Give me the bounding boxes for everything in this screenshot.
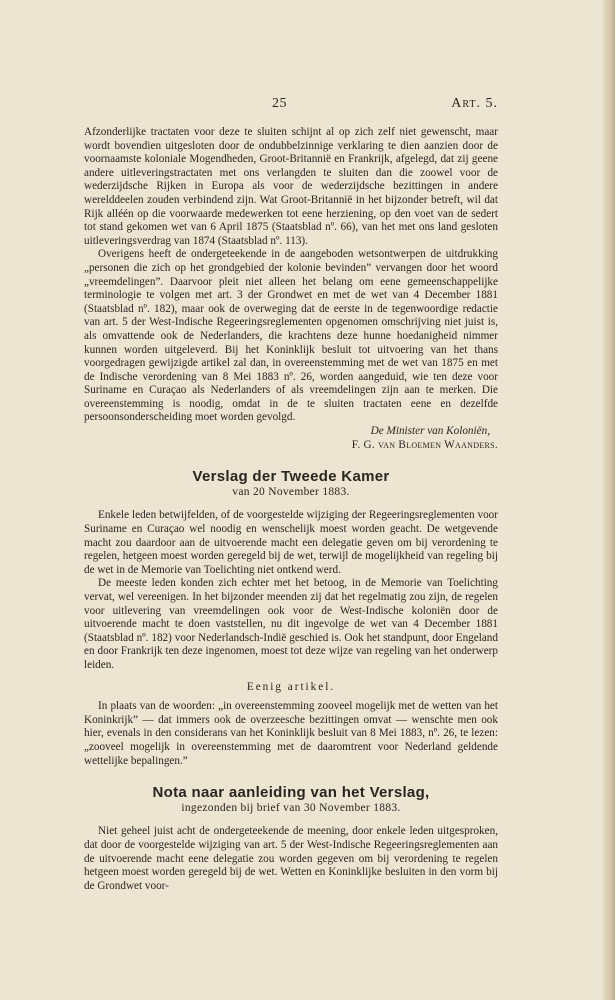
section-title-verslag: Verslag der Tweede Kamer	[192, 468, 390, 486]
page-header	[84, 96, 498, 116]
paragraph: Enkele leden betwijfelden, of de voorgestelde wijziging der Regeeringsreglementen voor Suriname en Curaçao wel noodig en wenschelijk moest worden geacht. De wetgevende macht zou daardoor aan de uitvoerende macht een delegatie geven om bij verordening te regelen, hetgeen moest worden geregeld bij de wet, terwijl de mogelijkheid van regeling bij de wet in de Memorie van Toelichting niet ontkend werd.	[84, 509, 498, 576]
book-spine-edge	[603, 0, 615, 1000]
section-subtitle-verslag: van 20 November 1883.	[232, 485, 350, 498]
article-heading: Eenig artikel.	[246, 680, 336, 693]
page-number: 25	[272, 96, 287, 111]
section-subtitle-nota: ingezonden bij brief van 30 November 1883.	[181, 801, 401, 814]
paragraph: Afzonderlijke tractaten voor deze te sluiten schijnt al op zich zelf niet gewenscht, maar wordt bovendien uitgesloten door de ondubbelzinnige verklaring te dien aanzien door de voornaamste koloniale Mogendheden, Groot-Britannië en Frankrijk, afgelegd, dat zij geene andere uitleveringstractaten met ons verlangden te sluiten dan die zoowel voor de wederzijdsche Rijken in Europa als voor de wederzijdsche bezittingen in andere werelddeelen zouden verbindend zijn. Wat Groot-Britannië in het bijzonder betreft, wil dat Rijk alléén op die voorwaarde medewerken tot eene herziening, op den voet van de sedert tot stand gekomen wet van 6 April 1875 (Staatsblad nº. 66), van het met ons land gesloten uitleveringsverdrag van 1874 (Staatsblad nº. 113).	[84, 126, 498, 247]
paragraph: De meeste leden konden zich echter met het betoog, in de Memorie van Toelichting vervat, wel vereenigen. In het bijzonder meenden zij dat het regelmatig zou zijn, de regelen voor uitlevering van vreemdelingen ook voor de West-Indische koloniën door de uitvoerende macht te doen vaststellen, nu dit ingevolge de wet van 4 December 1881 (Staatsblad nº. 182) voor Nederlandsch-Indië geschied is. Ook het standpunt, door Engeland en door Frankrijk ten deze ingenomen, moest tot deze wijze van regeling van het onderwerp leiden.	[84, 577, 498, 671]
article-label: Art. 5.	[451, 96, 498, 111]
signature-name: F. G. van Bloemen Waanders.	[351, 438, 498, 451]
section-title-nota: Nota naar aanleiding van het Verslag,	[152, 784, 430, 802]
page-content	[84, 126, 498, 893]
paragraph: In plaats van de woorden: „in overeenstemming zooveel mogelijk met de wetten van het Koninkrijk” — dat immers ook de overzeesche bezittingen omvat — wenschte men ook hier, evenals in den considerans van het Koninklijk besluit van 8 Mei 1883, nº. 26, te lezen: „zooveel mogelijk in overeenstemming met de daaromtrent voor Nederland geldende wettelijke bepalingen.”	[84, 700, 498, 767]
paragraph: Niet geheel juist acht de ondergeteekende de meening, door enkele leden uitgesproken, dat door de voorgestelde wijziging van art. 5 der West-Indische Regeeringsreglementen aan de uitvoerende macht eene delegatie zou worden gegeven om bij verordening te regelen hetgeen moest worden geregeld bij de wet. Wetten en Koninklijke besluiten in den vorm bij de Grondwet voor-	[84, 825, 498, 892]
signature-title: De Minister van Koloniën,	[370, 425, 490, 438]
paragraph: Overigens heeft de ondergeteekende in de aangeboden wetsontwerpen de uitdrukking „personen die zich op het grondgebied der kolonie bevinden” vervangen door het woord „vreemdelingen”. Daarvoor pleit niet alleen het belang om eene gemeenschappelijke terminologie te volgen met art. 3 der Grondwet en met de wet van 4 December 1881 (Staatsblad nº. 182), maar ook de overweging dat de eerste in de tegenwoordige redactie van art. 5 der West-Indische Regeeringsreglementen opgenomen omschrijving niet juist is, als omvattende ook de Nederlanders, die krachtens deze hunne hoedanigheid nimmer kunnen worden uitgeleverd. Bij het Koninklijk besluit tot uitvoering van het thans voorgedragen gewijzigde artikel zal dan, in overeenstemming met de wet van 1875 en met de Indische verordening van 8 Mei 1883 nº. 26, worden aangeduid, wie ten deze voor Suriname en Curaçao als Nederlanders of als vreemdelingen zijn aan te merken. Die overeenstemming is noodig, omdat in de te sluiten tractaten eene en dezelfde persoonsonderscheiding moet worden gevolgd.	[84, 248, 498, 424]
